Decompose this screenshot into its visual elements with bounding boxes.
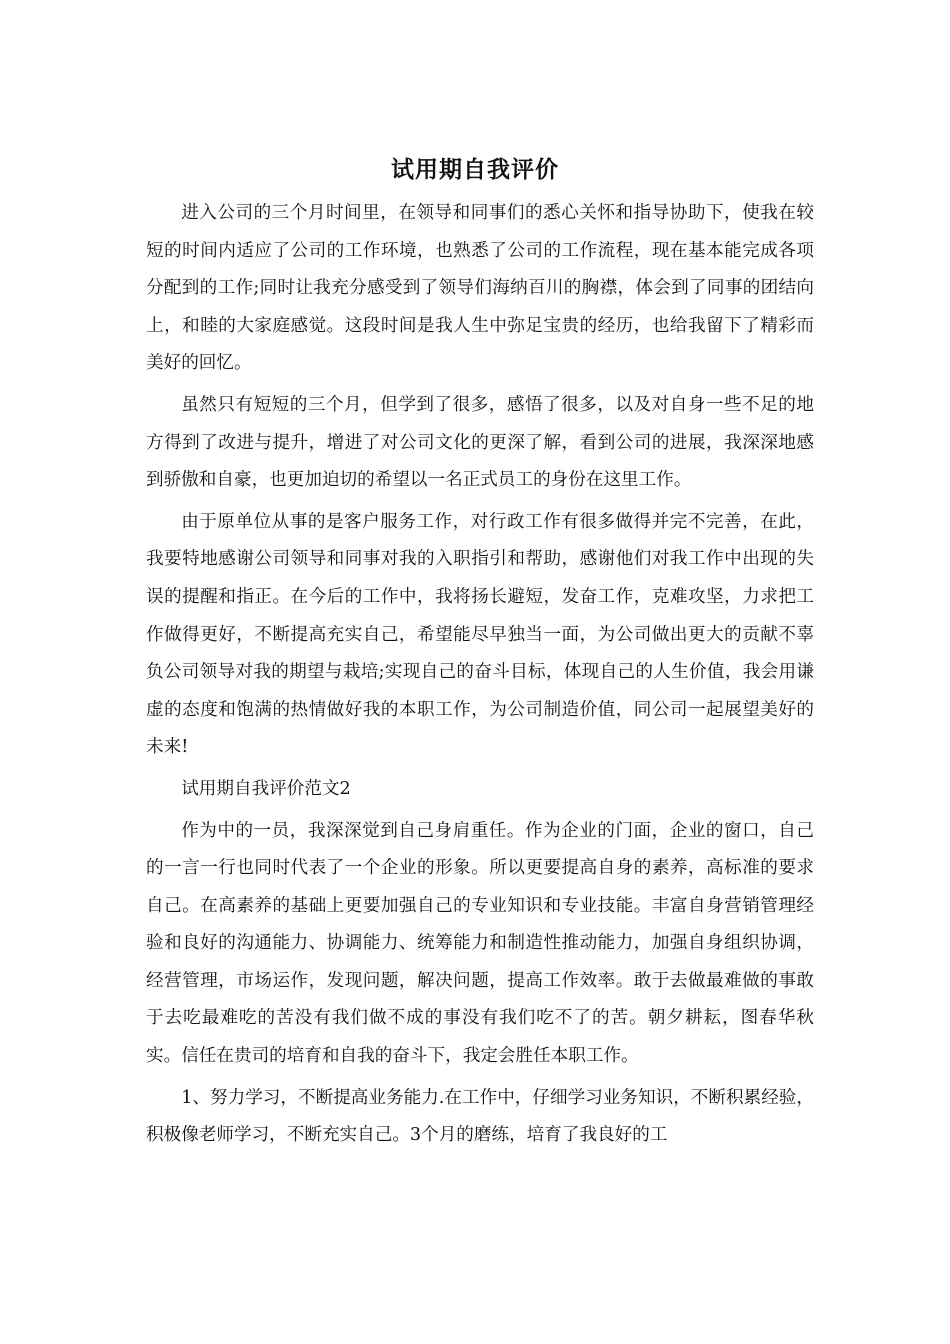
document-body bbox=[146, 195, 814, 1155]
document-title: 试用期自我评价 bbox=[391, 156, 559, 183]
paragraph-thanks: 由于原单位从事的是客户服务工作，对行政工作有很多做得并完不完善，在此，我要特地感谢公司领导和同事对我的入职指引和帮助，感谢他们对我工作中出现的失误的提醒和指正。在今后的工作中，我将扬长避短，发奋工作，克难攻坚，力求把工作做得更好，不断提高充实自己，希望能尽早独当一面，为公司做出更大的贡献不辜负公司领导对我的期望与栽培;实现自己的奋斗目标，体现自己的人生价值，我会用谦虚的态度和饱满的热情做好我的本职工作，为公司制造价值，同公司一起展望美好的未来! bbox=[146, 511, 814, 758]
paragraph-learning: 虽然只有短短的三个月，但学到了很多，感悟了很多，以及对自身一些不足的地方得到了改进与提升，增进了对公司文化的更深了解，看到公司的进展，我深深地感到骄傲和自豪，也更加迫切的希望以一名正式员工的身份在这里工作。 bbox=[146, 394, 814, 491]
paragraph-responsibility: 作为中的一员，我深深觉到自己身肩重任。作为企业的门面，企业的窗口，自己的一言一行也同时代表了一个企业的形象。所以更要提高自身的素养，高标准的要求自己。在高素养的基础上更要加强自己的专业知识和专业技能。丰富自身营销管理经验和良好的沟通能力、协调能力、统筹能力和制造性推动能力，加强自身组织协调，经营管理，市场运作，发现问题，解决问题，提高工作效率。敢于去做最难做的事敢于去吃最难吃的苦没有我们做不成的事没有我们吃不了的苦。朝夕耕耘，图春华秋实。信任在贵司的培育和自我的奋斗下，我定会胜任本职工作。 bbox=[146, 820, 814, 1067]
paragraph-point-1: 1、努力学习，不断提高业务能力.在工作中，仔细学习业务知识，不断积累经验，积极像老师学习，不断充实自己。3个月的磨练，培育了我良好的工 bbox=[146, 1087, 814, 1146]
paragraph-intro: 进入公司的三个月时间里，在领导和同事们的悉心关怀和指导协助下，使我在较短的时间内适应了公司的工作环境，也熟悉了公司的工作流程，现在基本能完成各项分配到的工作;同时让我充分感受到了领导们海纳百川的胸襟，体会到了同事的团结向上，和睦的大家庭感觉。这段时间是我人生中弥足宝贵的经历，也给我留下了精彩而美好的回忆。 bbox=[146, 203, 814, 374]
section-heading: 试用期自我评价范文2 bbox=[181, 778, 351, 799]
